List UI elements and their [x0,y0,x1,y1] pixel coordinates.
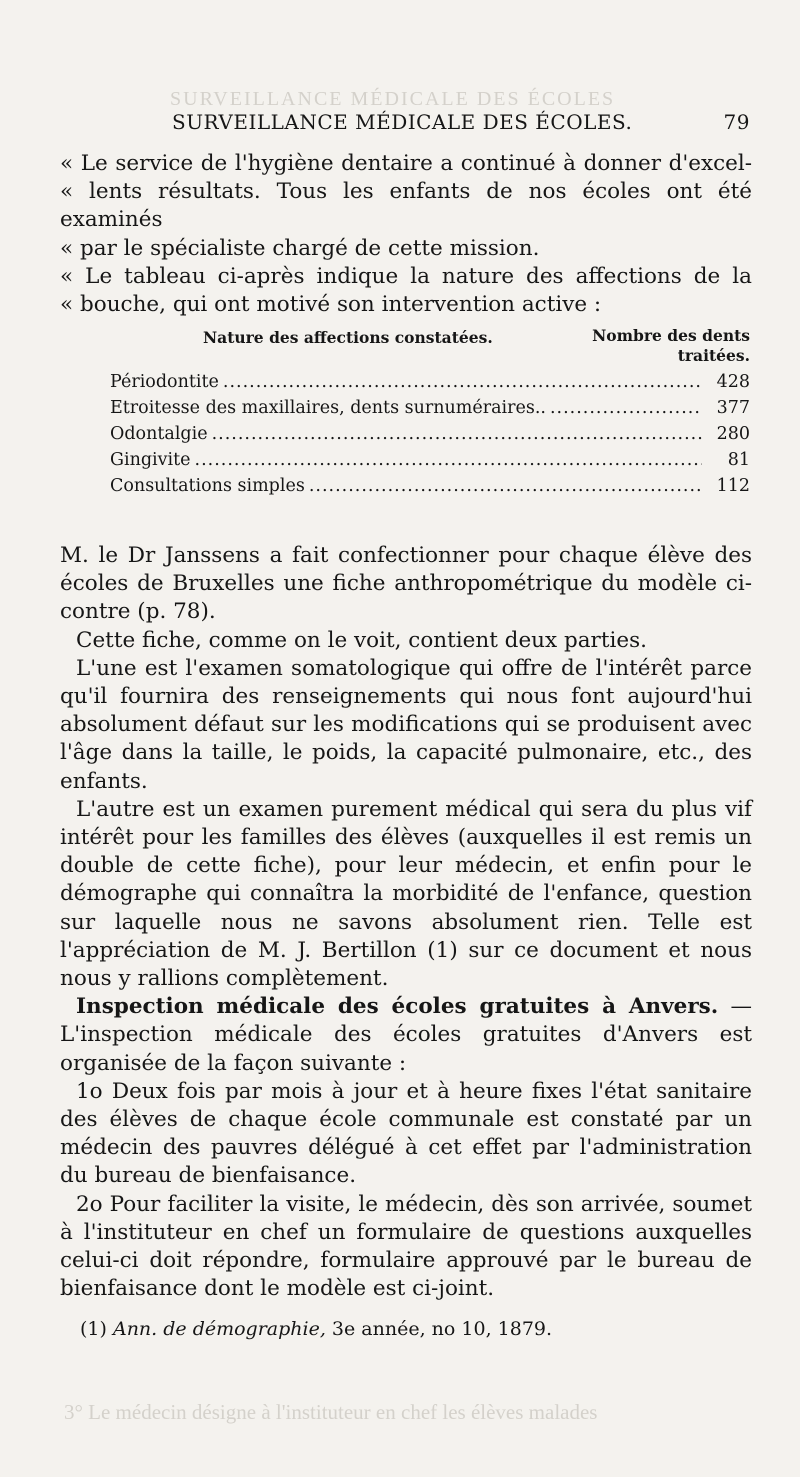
quote-line: « Le service de l'hygiène dentaire a continué à donner d'excel- [60,151,752,176]
running-header [172,110,750,134]
table-header [110,326,750,366]
paragraph: 2o Pour faciliter la visite, le médecin, dès son arrivée, soumet à l'instituteur en chef un formulaire de questions auxquelles celui-ci doit répondre, formulaire approuvé par le bureau de bienfaisance dont le modèle est ci-joint. [60,1191,752,1302]
quoted-report [60,150,752,319]
paragraph: Cette fiche, comme on le voit, contient deux parties. [76,627,647,653]
paragraph: M. le Dr Janssens a fait confectionner pour chaque élève des écoles de Bruxelles une fiche anthropométrique du modèle ci-contre (p. 78). [60,543,752,625]
row-value: 112 [716,476,750,496]
row-label: Consultations simples [110,476,305,496]
main-text [60,542,752,1303]
row-value: 377 [716,398,750,418]
affections-table [110,326,750,502]
dot-leader [550,398,702,418]
footnote [80,1318,552,1340]
row-value: 428 [716,372,750,392]
row-value: 81 [727,450,750,470]
paragraph: 1o Deux fois par mois à jour et à heure fixes l'état sanitaire des élèves de chaque école communale est constaté par un médecin des pauvres délégué à cet effet par l'administration du bureau de bienfaisance. [60,1078,752,1189]
page-number: 79 [723,110,750,134]
table-body [110,372,750,502]
section-text: — L'inspection médicale des écoles gratuites d'Anvers est organisée de la façon suivante : [60,994,752,1076]
footnote-detail: 3e année, no 10, 1879. [325,1318,553,1340]
table-row [110,476,750,502]
column-header-count-line1: Nombre des dents [592,326,750,345]
quote-line: « Le tableau ci-après indique la nature des affections de la [60,263,752,289]
paragraph: L'autre est un examen purement médical qui sera du plus vif intérêt pour les familles des élèves (auxquelles il est remis un double de cette fiche), pour leur médecin, et enfin pour le démographe qui connaîtra la morbidité de l'enfance, question sur laquelle nous ne savons absolument rien. Telle est l'appréciation de M. J. Bertillon (1) sur ce document et nous nous y rallions complètement. [60,796,752,992]
bleed-through-text: SURVEILLANCE MÉDICALE DES ÉCOLES [170,88,616,110]
page-header-title: SURVEILLANCE MÉDICALE DES ÉCOLES. [172,110,633,134]
table-row [110,450,750,476]
section-heading: Inspection médicale des écoles gratuites à Anvers. [76,994,719,1020]
row-label: Etroitesse des maxillaires, dents surnuméraires.. [110,398,546,418]
quote-line: « lents résultats. Tous les enfants de nos écoles ont été examinés [60,179,752,233]
bleed-through-text: 3° Le médecin désigne à l'instituteur en chef les élèves malades [64,1400,598,1424]
row-value: 280 [716,424,750,444]
dot-leader [223,372,702,392]
paragraph-inspection [60,993,752,1078]
footnote-number: (1) [80,1318,107,1340]
row-label: Gingivite [110,450,191,470]
dot-leader [195,450,702,470]
column-header-count-line2: traitées. [677,346,750,365]
table-row [110,372,750,398]
column-header-count [592,326,750,366]
quote-line: « bouche, qui ont motivé son intervention active : [60,292,602,318]
quote-line: « par le spécialiste chargé de cette mission. [60,235,540,261]
row-label: Périodontite [110,372,219,392]
row-label: Odontalgie [110,424,208,444]
paragraph: L'une est l'examen somatologique qui offre de l'intérêt parce qu'il fournira des renseignements qui nous font aujourd'hui absolument défaut sur les modifications qui se produisent avec l'âge dans la taille, le poids, la capacité pulmonaire, etc., des enfants. [60,655,752,794]
column-header-nature: Nature des affections constatées. [203,328,493,347]
dot-leader [309,476,702,496]
table-row [110,398,750,424]
table-row [110,424,750,450]
footnote-source: Ann. de démographie, [112,1318,326,1340]
dot-leader [212,424,702,444]
